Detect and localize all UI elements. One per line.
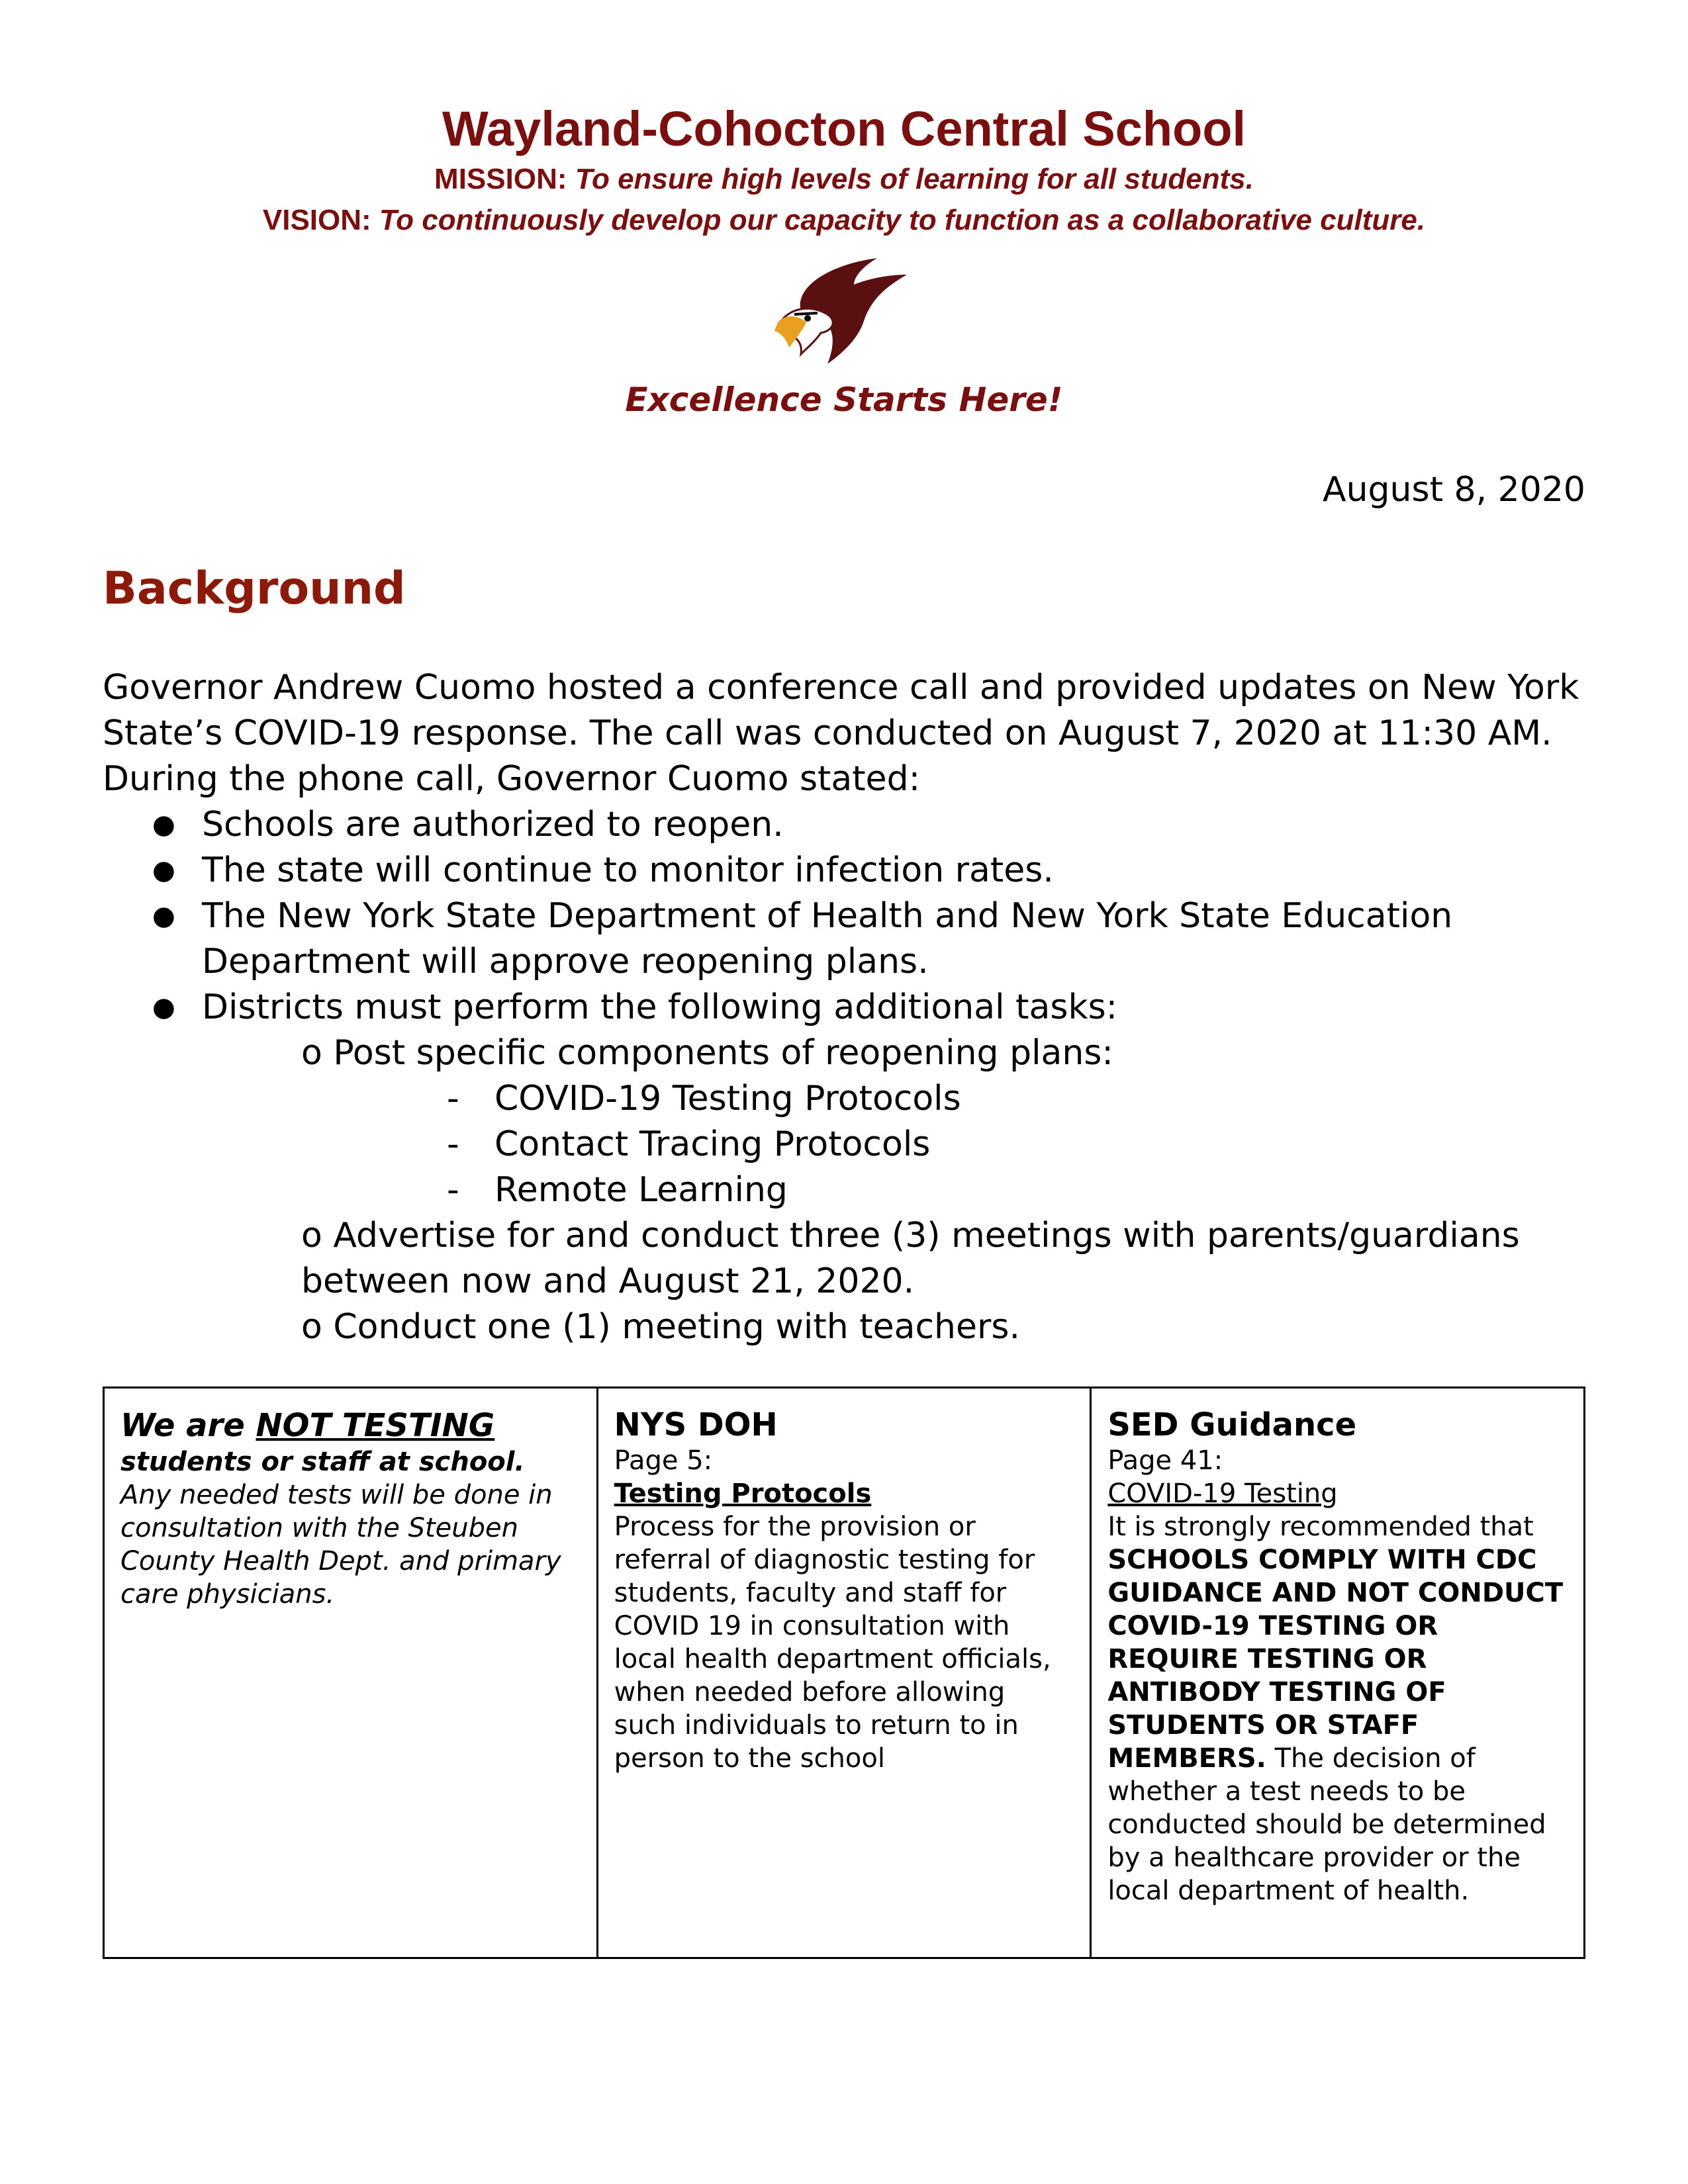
vision-line [0, 200, 1688, 241]
list-item: ● Schools are authorized to reopen. [103, 802, 1585, 848]
bullet-icon: ● [152, 901, 175, 931]
district-statement-text: students or staff at school. Any needed tests will be done in consultation with the Steuben County Health Dept. and primary care physicians. [120, 1447, 561, 1610]
list-item: ● The state will continue to monitor infection rates. [103, 848, 1585, 893]
sed-guidance-title: SED Guidance [1107, 1406, 1357, 1443]
bullet-icon: ● [152, 992, 175, 1023]
covid-testing-link[interactable]: COVID-19 Testing [1107, 1479, 1338, 1509]
letter-date: August 8, 2020 [1323, 470, 1585, 510]
sed-guidance-page: Page 41: [1107, 1445, 1223, 1476]
vision-text: To continuously develop our capacity to function as a collaborative culture. [379, 204, 1426, 236]
nys-doh-page: Page 5: [614, 1445, 713, 1476]
letterhead [0, 99, 1688, 241]
testing-protocols-link[interactable]: Testing Protocols [614, 1479, 872, 1509]
list-item: ● Districts must perform the following additional tasks: [103, 985, 1585, 1030]
section-title: Background [103, 563, 406, 615]
slogan: Excellence Starts Here! [625, 381, 1063, 419]
background-body [103, 665, 1585, 1350]
bullet-icon: ● [152, 855, 175, 886]
eagle-head-icon [755, 248, 914, 371]
nys-doh-cell [597, 1388, 1091, 1958]
mission-label: MISSION: [434, 163, 567, 195]
nys-doh-text: Process for the provision or referral of diagnostic testing for students, faculty and staff for COVID 19 in consultation with local health department officials, when needed before allowing such individuals to return to in person to the school [614, 1512, 1051, 1774]
component-item: - Contact Tracing Protocols [447, 1124, 931, 1164]
table-row [104, 1388, 1585, 1958]
district-statement-cell [104, 1388, 598, 1958]
district-statement-heading: We are NOT TESTING [120, 1407, 495, 1444]
component-item: - COVID-19 Testing Protocols [447, 1079, 961, 1118]
list-item: ● The New York State Department of Health and New York State Education Department will approve reopening plans. [103, 893, 1585, 985]
nys-doh-title: NYS DOH [614, 1406, 778, 1443]
vision-label: VISION: [262, 204, 371, 236]
mission-line [0, 159, 1688, 200]
school-name: Wayland-Cohocton Central School [442, 101, 1246, 156]
task-post: o Post specific components of reopening plans: [301, 1033, 1113, 1073]
task-conduct: o Conduct one (1) meeting with teachers. [301, 1307, 1020, 1347]
component-item: - Remote Learning [447, 1170, 788, 1210]
bullet-list [103, 802, 1585, 1030]
mission-text: To ensure high levels of learning for all students. [575, 163, 1254, 195]
sed-guidance-text: It is strongly recommended that SCHOOLS COMPLY WITH CDC GUIDANCE AND NOT CONDUCT COVID-19 TESTING OR REQUIRE TESTING OR ANTIBODY TESTING OF STUDENTS OR STAFF MEMBERS. The decision of whether a test needs to be conducted should be determined by a healthcare provider or the local department of health. [1107, 1512, 1564, 1906]
intro-paragraph: Governor Andrew Cuomo hosted a conference call and provided updates on New York State’s COVID-19 response. The call was conducted on August 7, 2020 at 11:30 AM. During the phone call, Governor Cuomo stated: [103, 668, 1579, 799]
task-advertise: o Advertise for and conduct three (3) meetings with parents/guardians between now and August 21, 2020. [301, 1216, 1520, 1301]
sed-guidance-cell [1091, 1388, 1585, 1958]
bullet-icon: ● [152, 809, 175, 840]
testing-table [103, 1387, 1585, 1959]
